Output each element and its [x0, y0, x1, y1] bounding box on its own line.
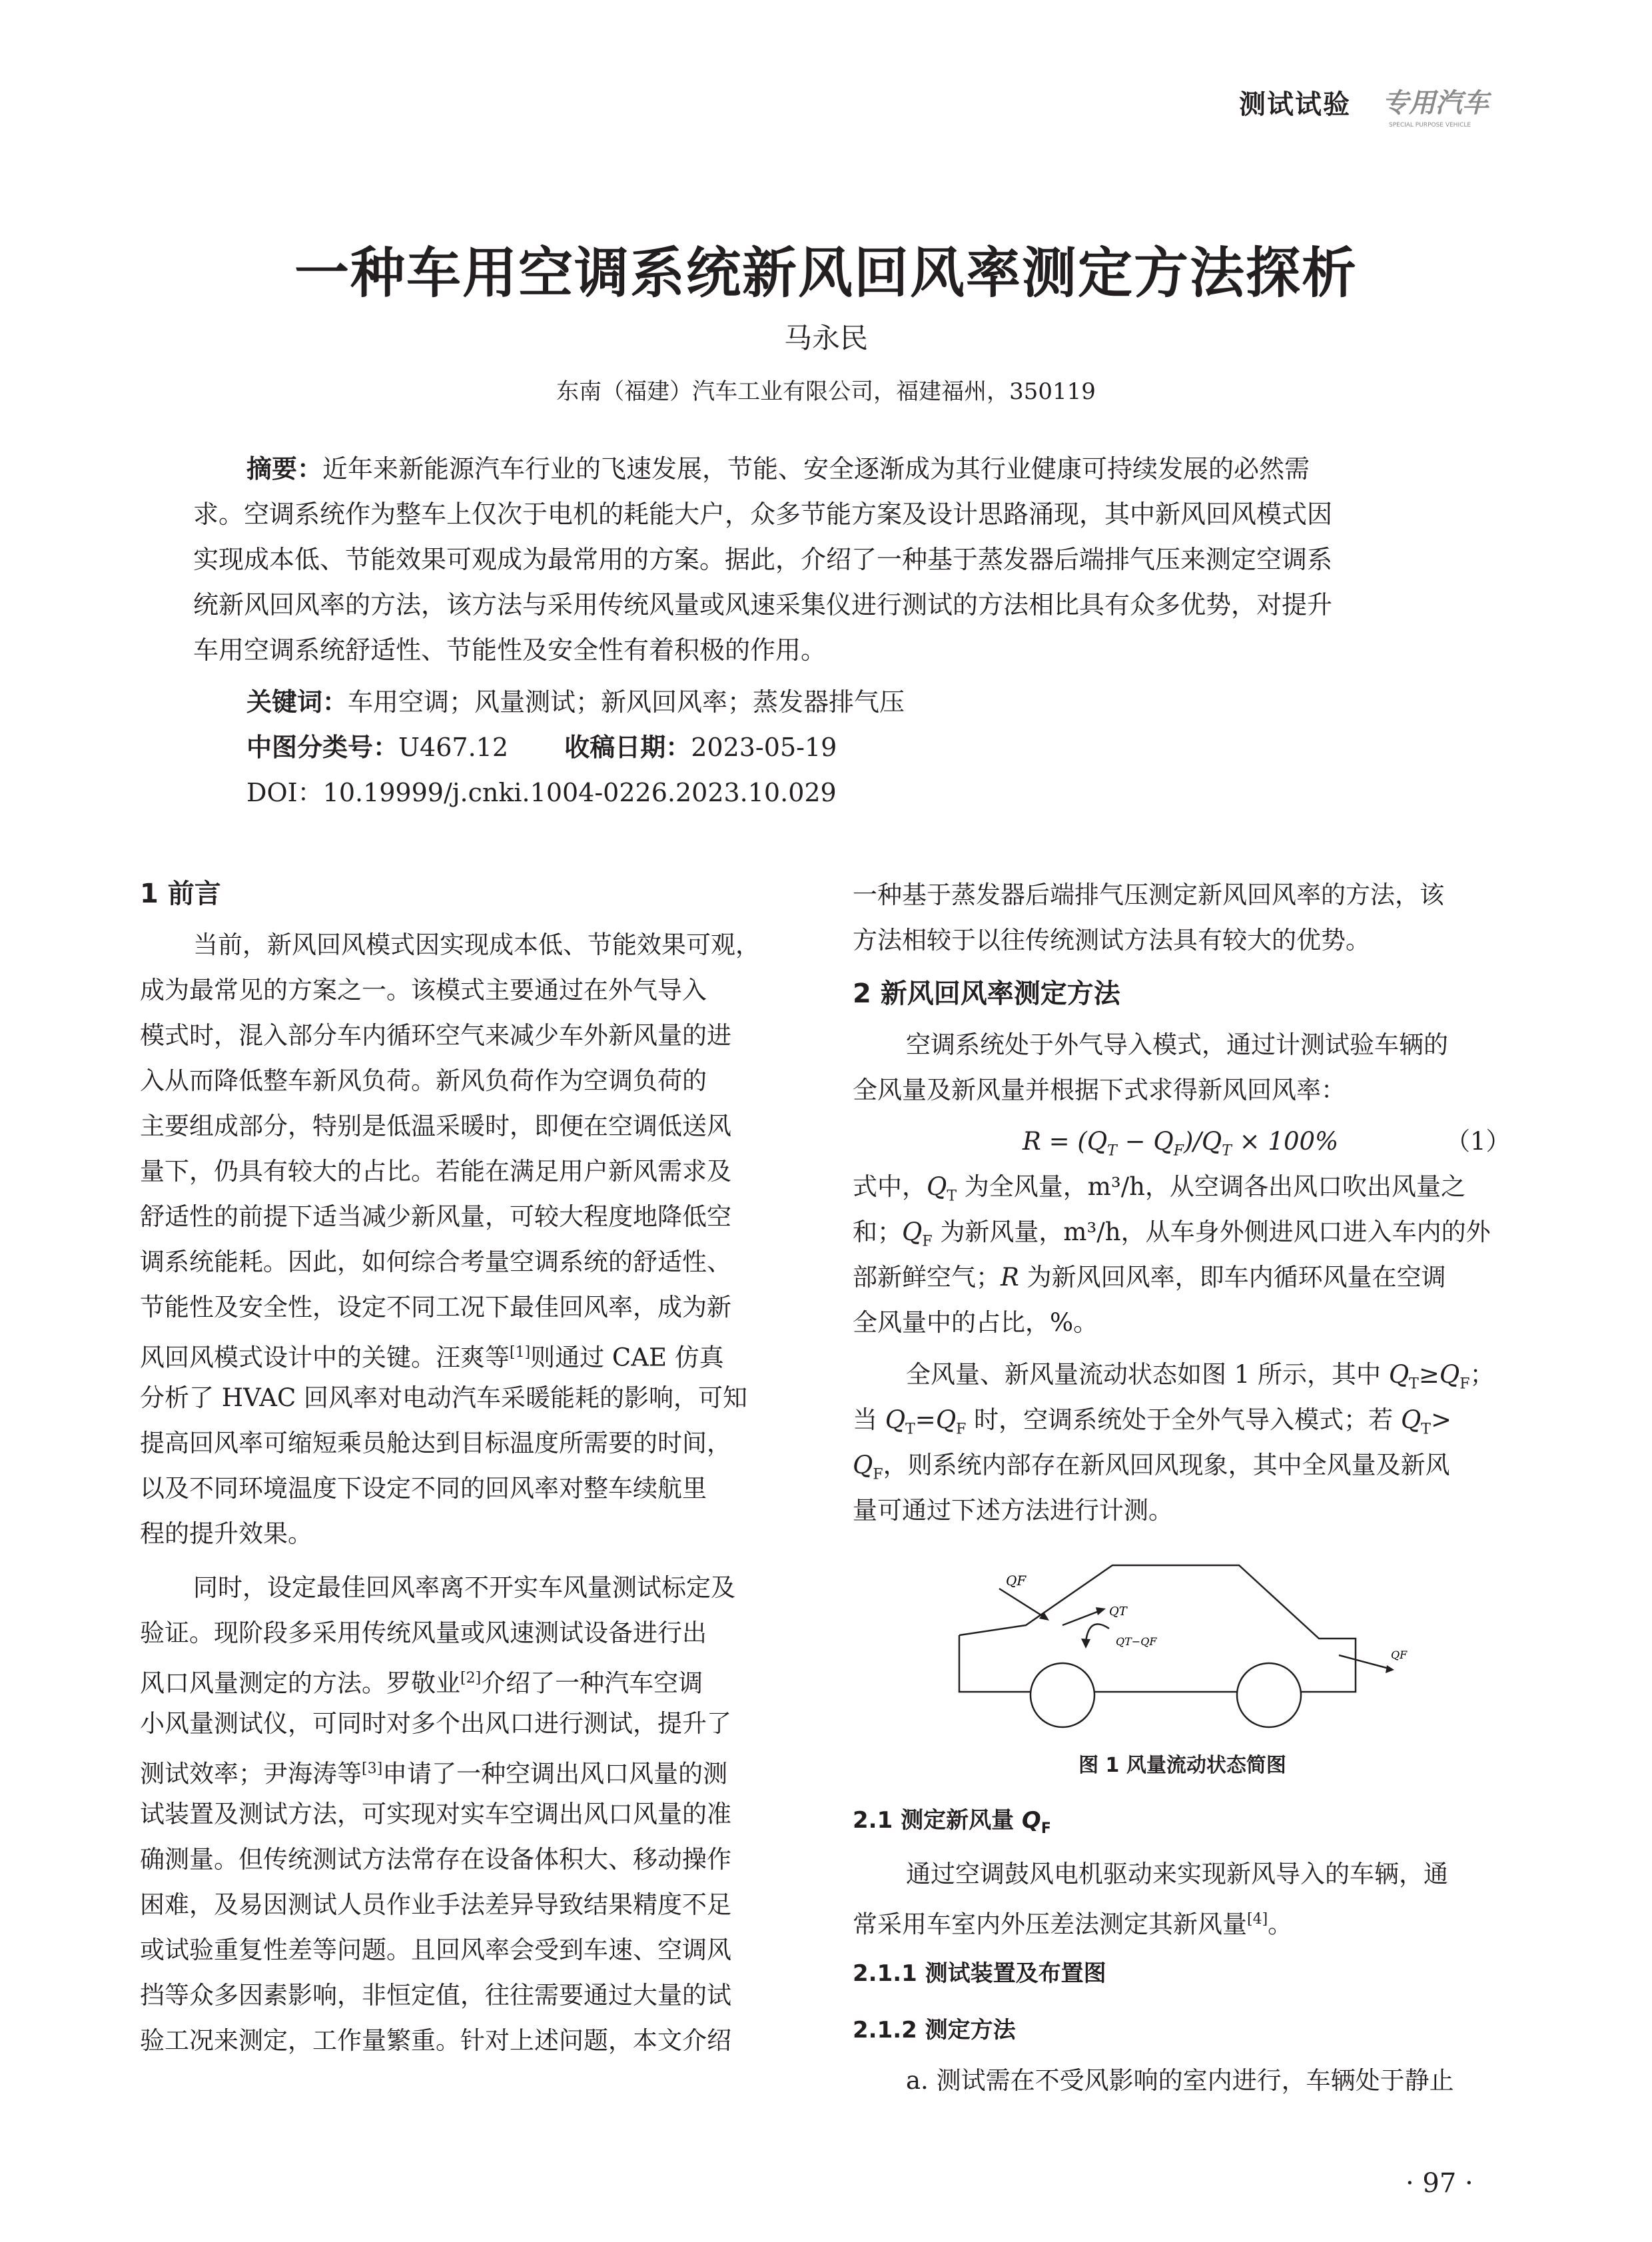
body-line: 量下，仍具有较大的占比。若能在满足用户新风需求及 — [140, 1157, 731, 1186]
body-line: 通过空调鼓风电机驱动来实现新风导入的车辆，通 — [906, 1860, 1448, 1888]
body-line: $Q_F$，则系统内部存在新风回风现象，其中全风量及新风 — [853, 1451, 1450, 1483]
figure-1 — [946, 1552, 1426, 1738]
label-qf-in: QF — [1006, 1573, 1027, 1589]
citation: [3] — [362, 1760, 383, 1777]
body-line: 全风量中的占比，%。 — [853, 1308, 1098, 1337]
label-qt: QT — [1109, 1605, 1127, 1619]
body-line: 以及不同环境温度下设定不同的回风率对整车续航里 — [140, 1474, 707, 1503]
body-line: 小风量测试仪，可同时对多个出风口进行测试，提升了 — [140, 1709, 731, 1738]
body-line: 入从而降低整车新风负荷。新风负荷作为空调负荷的 — [140, 1066, 707, 1095]
body-line: 挡等众多因素影响，非恒定值，往往需要通过大量的试 — [140, 1981, 731, 2010]
rear-wheel — [1237, 1663, 1301, 1727]
abstract-line: 实现成本低、节能效果可观成为最常用的方案。据此，介绍了一种基于蒸发器后端排气压来测定空调系 — [193, 545, 1333, 574]
abstract-line: 摘要：近年来新能源汽车行业的飞速发展，节能、安全逐渐成为其行业健康可持续发展的必然需 — [246, 454, 1310, 484]
body-line: 全风量及新风量并根据下式求得新风回风率： — [853, 1076, 1346, 1104]
body-line: 验工况来测定，工作量繁重。针对上述问题，本文介绍 — [140, 2026, 731, 2055]
figure-caption: 图 1 风量流动状态简图 — [1078, 1754, 1286, 1777]
abstract-line: 车用空调系统舒适性、节能性及安全性有着积极的作用。 — [193, 635, 827, 665]
body-line: 验证。现阶段多采用传统风量或风速测试设备进行出 — [140, 1619, 707, 1647]
body-line: 部新鲜空气；R 为新风回风率，即车内循环风量在空调 — [853, 1263, 1446, 1292]
body-line: 或试验重复性差等问题。且回风率会受到车速、空调风 — [140, 1936, 731, 1964]
subsection-heading-2-1: 2.1 测定新风量 $Q_F$ — [853, 1807, 1051, 1837]
body-line: 全风量、新风量流动状态如图 1 所示，其中 $Q_T\ge Q_F$； — [906, 1360, 1495, 1393]
body-line: 一种基于蒸发器后端排气压测定新风回风率的方法，该 — [853, 881, 1444, 909]
body-line: 量可通过下述方法进行计测。 — [853, 1496, 1173, 1525]
body-line: 当前，新风回风模式因实现成本低、节能效果可观， — [193, 931, 760, 959]
subsection-heading-2-1-1: 2.1.1 测试装置及布置图 — [853, 1960, 1106, 1987]
body-line: 成为最常见的方案之一。该模式主要通过在外气导入 — [140, 976, 707, 1004]
abstract-line: 求。空调系统作为整车上仅次于电机的耗能大户，众多节能方案及设计思路涌现，其中新风回风模式因 — [193, 500, 1333, 529]
body-line: 试装置及测试方法，可实现对实车空调出风口风量的准 — [140, 1800, 731, 1828]
body-line: 调系统能耗。因此，如何综合考量空调系统的舒适性、 — [140, 1248, 731, 1276]
keywords: 关键词：车用空调；风量测试；新风回风率；蒸发器排气压 — [246, 687, 905, 717]
logo-text: 专用汽车 — [1382, 88, 1489, 119]
body-line: 同时，设定最佳回风率离不开实车风量测试标定及 — [193, 1573, 735, 1602]
equation: $R = (Q_T - Q_F)/Q_T \times 100\%$ — [1023, 1127, 1339, 1160]
label-qf-out: QF — [1391, 1649, 1408, 1661]
body-line: 常采用车室内外压差法测定其新风量[4]。 — [853, 1910, 1293, 1939]
abstract-line: 统新风回风率的方法，该方法与采用传统风量或风速采集仪进行测试的方法相比具有众多优势，对提升 — [193, 590, 1333, 619]
body-line: 模式时，混入部分车内循环空气来减少车外新风量的进 — [140, 1021, 731, 1050]
page-number: · 97 · — [1406, 2168, 1473, 2199]
citation: [2] — [460, 1670, 482, 1686]
section-heading-2: 2 新风回风率测定方法 — [853, 978, 1120, 1009]
section-heading-1: 1 前言 — [140, 879, 221, 909]
body-line: 确测量。但传统测试方法常存在设备体积大、移动操作 — [140, 1845, 731, 1874]
body-line: 舒适性的前提下适当减少新风量，可较大程度地降低空 — [140, 1202, 731, 1231]
body-line: 风口风量测定的方法。罗敬业[2]介绍了一种汽车空调 — [140, 1669, 703, 1698]
front-wheel — [1031, 1663, 1094, 1727]
paper-title: 一种车用空调系统新风回风率测定方法探析 — [294, 242, 1358, 305]
label-qt-qf: QT−QF — [1116, 1635, 1157, 1648]
body-line: 节能性及安全性，设定不同工况下最佳回风率，成为新 — [140, 1293, 731, 1321]
body-line: 分析了 HVAC 回风率对电动汽车采暖能耗的影响，可知 — [140, 1383, 748, 1412]
body-line: 主要组成部分，特别是低温采暖时，即便在空调低送风 — [140, 1112, 731, 1140]
journal-logo — [1382, 85, 1515, 135]
body-line: 提高回风率可缩短乘员舱达到目标温度所需要的时间， — [140, 1429, 731, 1457]
body-line: 测试效率；尹海涛等[3]申请了一种空调出风口风量的测 — [140, 1759, 728, 1788]
classification: 中图分类号：U467.12 收稿日期：2023-05-19 — [246, 733, 837, 762]
author: 马永民 — [783, 322, 868, 354]
doi: DOI：10.19999/j.cnki.1004-0226.2023.10.029 — [246, 778, 837, 807]
abstract-label: 摘要： — [246, 454, 323, 484]
citation: [1] — [510, 1344, 531, 1361]
affiliation: 东南（福建）汽车工业有限公司，福建福州，350119 — [556, 378, 1096, 405]
citation: [4] — [1247, 1911, 1268, 1928]
equation-number: （1） — [1446, 1127, 1511, 1156]
journal-section: 测试试验 — [1239, 89, 1351, 120]
logo-subtext: SPECIAL PURPOSE VEHICLE — [1389, 122, 1471, 129]
body-line: 和；$Q_F$ 为新风量，m³/h，从车身外侧进风口进入车内的外 — [853, 1218, 1491, 1250]
body-line: 式中，$Q_T$ 为全风量，m³/h，从空调各出风口吹出风量之 — [853, 1172, 1466, 1205]
body-line: 程的提升效果。 — [140, 1519, 312, 1548]
body-line: 方法相较于以往传统测试方法具有较大的优势。 — [853, 926, 1370, 954]
subsection-heading-2-1-2: 2.1.2 测定方法 — [853, 2017, 1016, 2044]
body-line: 风回风模式设计中的关键。汪爽等[1]则通过 CAE 仿真 — [140, 1343, 724, 1372]
body-line: 当 $Q_T=Q_F$ 时，空调系统处于全外气导入模式；若 $Q_T>$ — [853, 1405, 1451, 1438]
body-line: 困难，及易因测试人员作业手法差异导致结果精度不足 — [140, 1890, 731, 1919]
body-line: 空调系统处于外气导入模式，通过计测试验车辆的 — [906, 1030, 1448, 1059]
body-line: a. 测试需在不受风影响的室内进行，车辆处于静止 — [906, 2066, 1454, 2095]
